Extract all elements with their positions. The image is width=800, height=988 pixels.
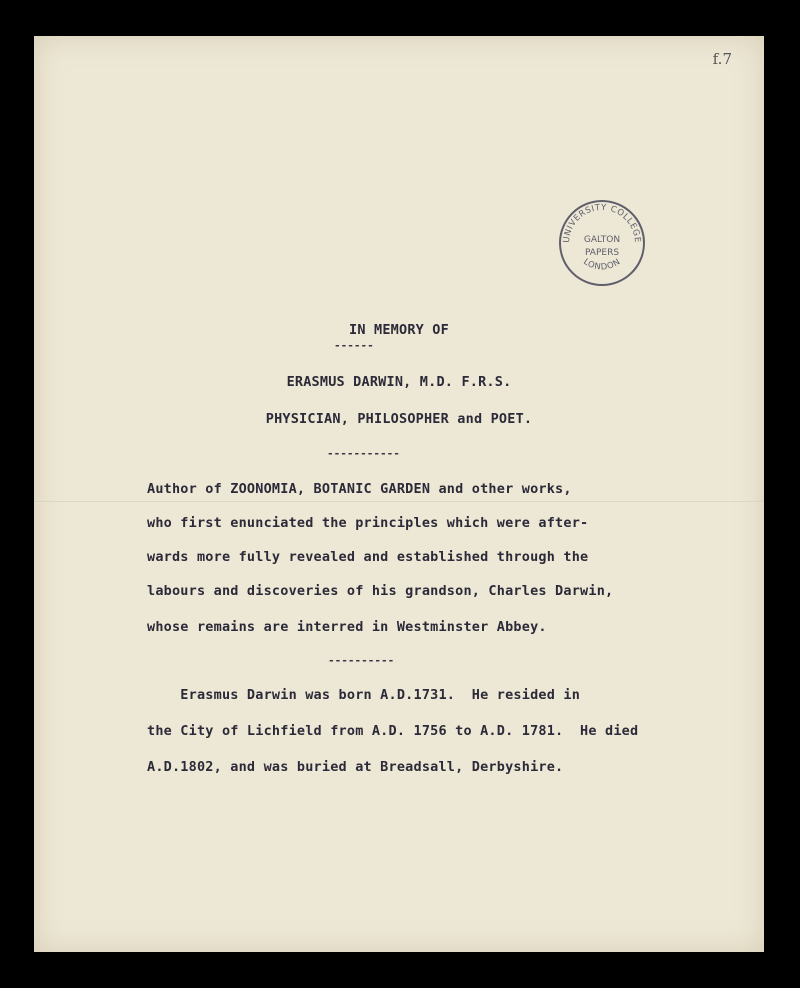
author-line-4: labours and discoveries of his grandson, Charles Darwin, (147, 583, 614, 599)
separator-rule-1: ----------- (327, 447, 400, 460)
name-line: ERASMUS DARWIN, M.D. F.R.S. (286, 374, 512, 390)
document-page (34, 36, 764, 952)
svg-text:LONDON (581, 257, 622, 273)
author-line-1: Author of ZOONOMIA, BOTANIC GARDEN and other works, (147, 481, 572, 497)
folio-number: f.7 (712, 50, 732, 68)
heading-underline: ------ (334, 339, 374, 352)
heading: IN MEMORY OF (349, 322, 449, 338)
fold-crease (34, 501, 764, 503)
bio-line-2: the City of Lichfield from A.D. 1756 to A.D. 1781. He died (147, 723, 639, 739)
author-line-3: wards more fully revealed and established through the (147, 549, 589, 565)
titles-line: PHYSICIAN, PHILOSOPHER and POET. (265, 411, 533, 427)
stamp-line-1: GALTON (583, 235, 621, 245)
bio-line-3: A.D.1802, and was buried at Breadsall, Derbyshire. (147, 759, 564, 775)
stamp-line-2: PAPERS (584, 248, 620, 258)
stamp-bottom-text: LONDON (581, 256, 623, 273)
bio-line-1: Erasmus Darwin was born A.D.1731. He resided in (147, 687, 581, 703)
author-line-5: whose remains are interred in Westminster Abbey. (147, 619, 547, 635)
galton-papers-stamp (557, 198, 647, 288)
stamp-top-text: UNIVERSITY COLLEGE (561, 202, 643, 244)
separator-rule-2: ---------- (328, 654, 395, 667)
author-line-2: who first enunciated the principles which were after- (147, 515, 589, 531)
